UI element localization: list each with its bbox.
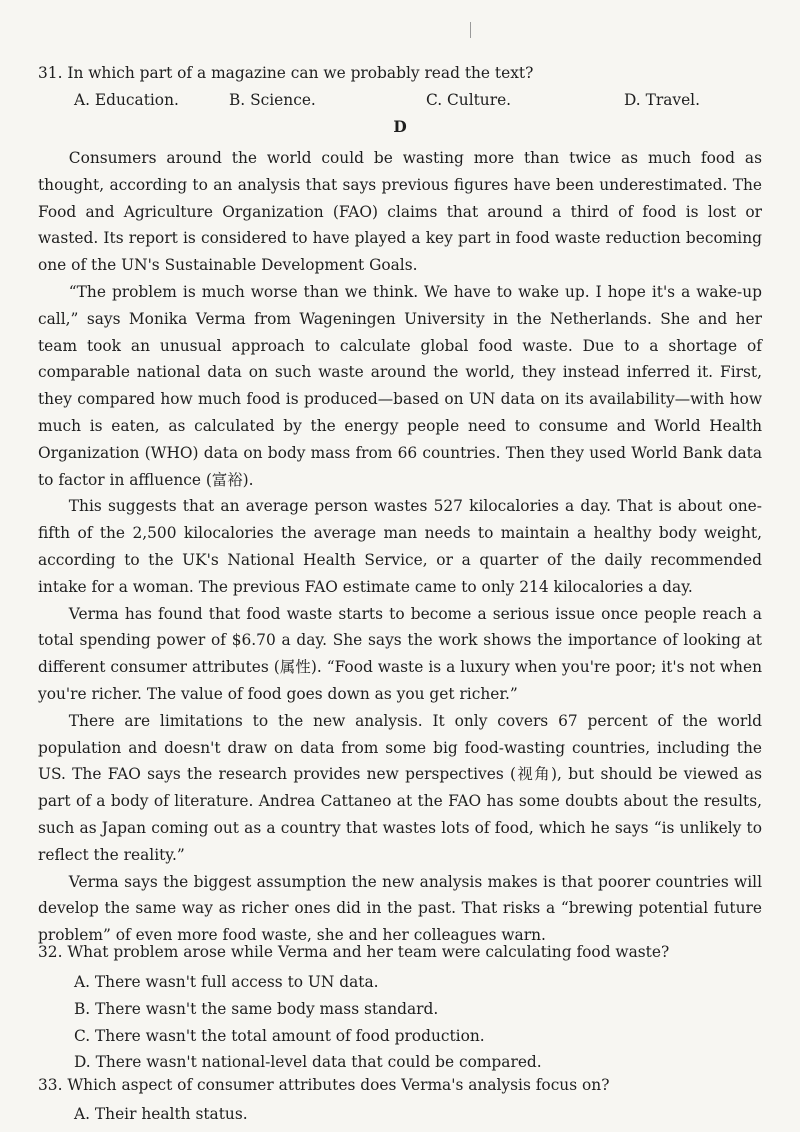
q31-option-b: B. Science. (229, 91, 316, 109)
question-33-stem: 33. Which aspect of consumer attributes does Verma's analysis focus on? (38, 1076, 610, 1094)
q33-option-a: A. Their health status. (74, 1105, 248, 1123)
q32-option-c: C. There wasn't the total amount of food production. (74, 1026, 485, 1045)
passage-d (38, 145, 762, 949)
q31-option-c: C. Culture. (426, 91, 512, 109)
passage-paragraph: “The problem is much worse than we think. We have to wake up. I hope it's a wake-up call,” says Monika Verma from Wageningen University in the Netherlands. She and her team took an unusual approach to calculate global food waste. Due to a shortage of comparable national data on such waste around the world, they instead inferred it. First, they compared how much food is produced—based on UN data on its availability—with how much is eaten, as calculated by the energy people need to consume and World Health Organization (WHO) data on body mass from 66 countries. Then they used World Bank data to factor in affluence (富裕). (38, 282, 762, 489)
passage-paragraph: There are limitations to the new analysis. It only covers 67 percent of the world population and doesn't draw on data from some big food-wasting countries, including the US. The FAO says the research provides new perspectives (视角), but should be viewed as part of a body of literature. Andrea Cattaneo at the FAO has some doubts about the results, such as Japan coming out as a country that wastes lots of food, which he says “is unlikely to reflect the reality.” (38, 711, 762, 864)
passage-paragraph: This suggests that an average person wastes 527 kilocalories a day. That is about one-fifth of the 2,500 kilocalories the average man needs to maintain a healthy body weight, according to the UK's National Health Service, or a quarter of the daily recommended intake for a woman. The previous FAO estimate came to only 214 kilocalories a day. (38, 497, 762, 596)
q32-option-d: D. There wasn't national-level data that could be compared. (74, 1053, 542, 1072)
top-divider-mark (470, 22, 471, 38)
question-32-options (74, 969, 542, 1076)
question-31-stem: 31. In which part of a magazine can we probably read the text? (38, 64, 534, 82)
q31-option-d: D. Travel. (624, 91, 700, 109)
q32-option-a: A. There wasn't full access to UN data. (74, 973, 379, 991)
question-33-options (74, 1101, 248, 1128)
q31-option-a: A. Education. (74, 91, 179, 109)
section-heading: D (393, 118, 407, 136)
q32-option-b: B. There wasn't the same body mass standard. (74, 999, 439, 1018)
passage-paragraph: Verma says the biggest assumption the new analysis makes is that poorer countries will develop the same way as richer ones did in the past. That risks a “brewing potential future problem” of even more food waste, she and her colleagues warn. (38, 872, 762, 945)
passage-paragraph: Verma has found that food waste starts to become a serious issue once people reach a total spending power of $6.70 a day. She says the work shows the importance of looking at different consumer attributes (属性). “Food waste is a luxury when you're poor; it's not when you're richer. The value of food goes down as you get richer.” (38, 604, 762, 703)
question-32-stem: 32. What problem arose while Verma and her team were calculating food waste? (38, 943, 670, 961)
passage-paragraph: Consumers around the world could be wasting more than twice as much food as thought, according to an analysis that says previous figures have been underestimated. The Food and Agriculture Organization (FAO) claims that around a third of food is lost or wasted. Its report is considered to have played a key part in food waste reduction becoming one of the UN's Sustainable Development Goals. (38, 149, 762, 275)
